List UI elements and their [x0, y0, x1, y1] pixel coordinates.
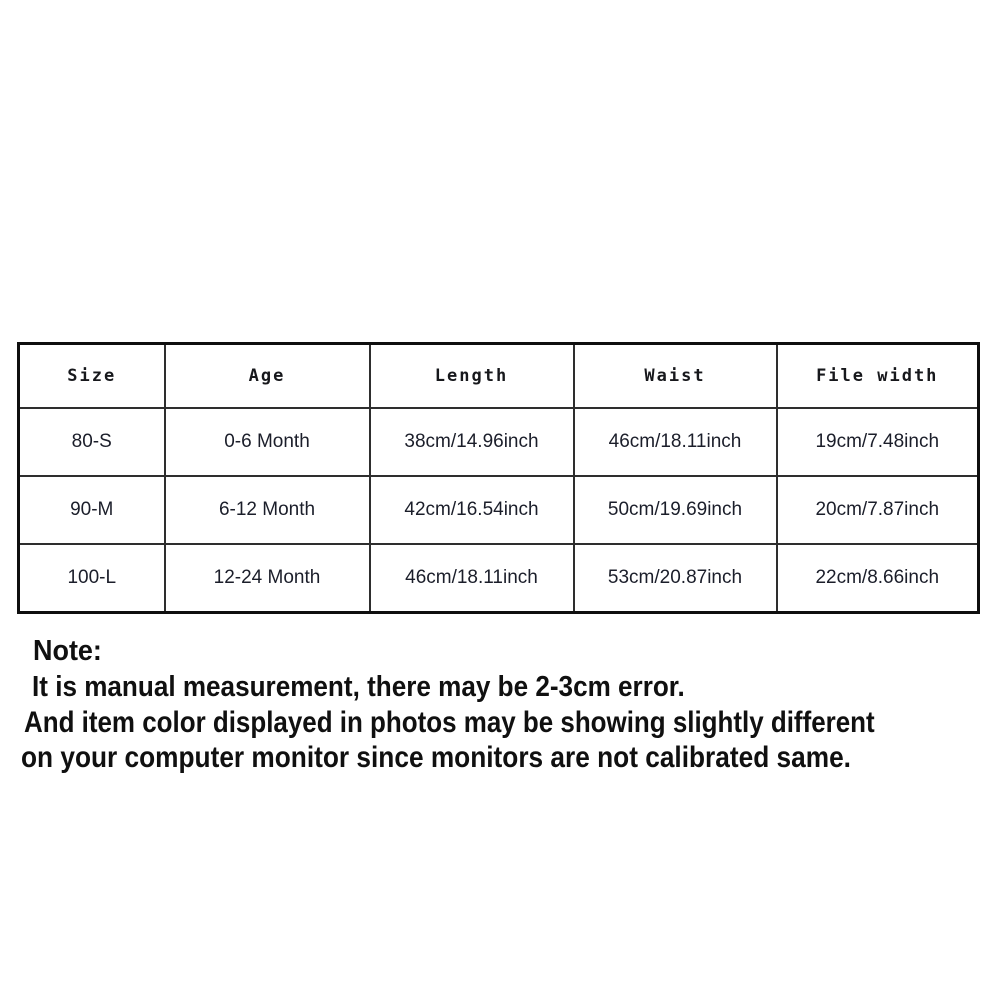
- cell-size: 80-S: [19, 408, 165, 476]
- note-line-3: on your computer monitor since monitors are not calibrated same.: [21, 741, 851, 774]
- cell-waist: 53cm/20.87inch: [574, 544, 777, 613]
- table-row: [19, 544, 979, 613]
- cell-waist: 50cm/19.69inch: [574, 476, 777, 544]
- cell-length: 38cm/14.96inch: [370, 408, 574, 476]
- cell-age: 12-24 Month: [165, 544, 370, 613]
- cell-length: 42cm/16.54inch: [370, 476, 574, 544]
- cell-file-width: 19cm/7.48inch: [777, 408, 979, 476]
- note-line-2: And item color displayed in photos may be showing slightly different: [24, 706, 875, 739]
- cell-length: 46cm/18.11inch: [370, 544, 574, 613]
- column-header-length: Length: [370, 344, 574, 409]
- cell-file-width: 20cm/7.87inch: [777, 476, 979, 544]
- size-chart-table: [17, 342, 980, 614]
- cell-waist: 46cm/18.11inch: [574, 408, 777, 476]
- cell-size: 90-M: [19, 476, 165, 544]
- note-section: [0, 633, 1002, 775]
- note-title: Note:: [33, 635, 102, 667]
- column-header-size: Size: [19, 344, 165, 409]
- column-header-file-width: File width: [777, 344, 979, 409]
- note-line-1: It is manual measurement, there may be 2-3cm error.: [32, 671, 685, 703]
- cell-age: 0-6 Month: [165, 408, 370, 476]
- column-header-waist: Waist: [574, 344, 777, 409]
- table-header-row: [19, 344, 979, 409]
- column-header-age: Age: [165, 344, 370, 409]
- table-row: [19, 408, 979, 476]
- cell-file-width: 22cm/8.66inch: [777, 544, 979, 613]
- cell-size: 100-L: [19, 544, 165, 613]
- cell-age: 6-12 Month: [165, 476, 370, 544]
- table-row: [19, 476, 979, 544]
